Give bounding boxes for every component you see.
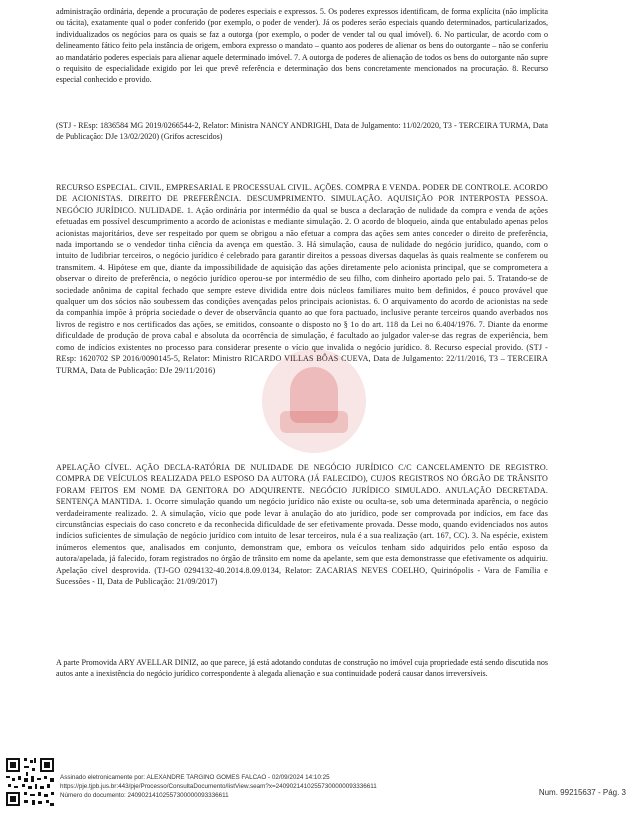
court-watermark-seal [262,349,366,453]
document-number: Número do documento: 24090214102557300000093336611 [60,792,229,799]
paragraph-precedent-continuation [56,6,548,86]
paragraph-precedent-resp-1620702 [56,182,548,376]
paragraph-text: RECURSO ESPECIAL. CIVIL, EMPRESARIAL E PROCESSUAL CIVIL. AÇÕES. COMPRA E VENDA. PODER DE CONTROLE. ACORDO DE ACIONISTAS. DIREITO DE PREFERÊNCIA. DESCUMPRIMENTO. SIMULAÇÃO. AQUISIÇÃO POR INTERPOSTA PESSOA. NEGÓCIO JURÍDICO. NULIDADE. 1. Ação ordinária por intermédio da qual se busca a declaração de nulidade da compra e venda de ações efetuadas em possível descumprimento a acordo de acionistas e mediante simulação. 2. O acordo de bloqueio, ainda que entabulado apenas pelos acionistas majoritários, deve ser respeitado por quem se obrigou a não efetuar a compra das ações sem antes conceder o direito de preferência, nada importando se o vendedor tinha ciência da avença em questão. 3. Há simulação, causa de nulidade do negócio jurídico, quando, com o intuito de ludibriar terceiros, o negócio jurídico é celebrado para garantir direitos a pessoas diversas daquelas às quais realmente se conferem ou transmitem. 4. Hipótese em que, diante da impossibilidade de aquisição das ações diretamente pelo acionista principal, que se comprometera a observar o direito de preferência, o negócio jurídico operou-se por intermédio de seu filho, com dinheiro aportado pelo pai. 5. Tratando-se de sociedade anônima de capital fechado que sempre esteve dividida entre dois núcleos familiares muito bem definidos, é pouco provável que qualquer um dos sócios não soubessem das condições avençadas pelos principais acionistas. 6. O arquivamento do acordo de acionistas na sede da companhia impõe à própria sociedade o dever de observância quanto ao que fora pactuado, inclusive perante terceiros quando averbados nos livros de registro e nos certificados das ações, se emitidos, consoante o disposto no § 1o do art. 118 da Lei no 6.404/1976. 7. Diante da enorme dificuldade de produção de prova cabal e absoluta da ocorrência de simulação, é facultado ao julgador valer-se das regras de experiência, bem como de indícios existentes no processo para considerar presente o vício que invalida o negócio jurídico. 8. Recurso especial provido. (STJ - REsp: 1620702 SP 2016/0090145-5, Relator: Ministro RICARDO VILLAS BÔAS CUEVA, Data de Julgamento: 22/11/2016, T3 – TERCEIRA TURMA, Data de Publicação: DJe 29/11/2016) [56,183,548,375]
paragraph-text: A parte Promovida ARY AVELLAR DINIZ, ao que parece, já está adotando condutas de construção no imóvel cuja propriedade está sendo discutida nos autos ante a inexistência do negócio jurídico correspondente à alegada alienação e sua continuidade poderá causar danos irreversíveis. [56,658,548,679]
paragraph-citation-stj-1836584 [56,120,548,143]
verification-url[interactable]: https://pje.tjpb.jus.br:443/pje/Processo/ConsultaDocumento/listView.seam?x=24090214102557300000093336611 [60,783,377,790]
paragraph-text: administração ordinária, depende a procuração de poderes especiais e expressos. 5. Os poderes expressos identificam, de forma explícita (não implícita ou tácita), exatamente qual o poder conferido (por exemplo, o poder de vender). Já os poderes serão especiais quando determinados, particularizados, individualizados os negócios para os quais se faz a outorga (por exemplo, o poder de vender tal ou qual imóvel). 6. No particular, de acordo com o delineamento fático feito pela instância de origem, embora expresso o mandato – quanto aos poderes de alienar os bens do outorgante – não se conferiu ao mandatário poderes especiais para alienar aquele determinado imóvel. 7. A outorga de poderes de alienação de todos os bens do outorgante não supre o requisito de especialidade exigido por lei que prevê referência e determinação dos bens concretamente mencionados na procuração. 8. Recurso especial conhecido e provido. [56,7,548,85]
paragraph-text: APELAÇÃO CÍVEL. AÇÃO DECLA-RATÓRIA DE NULIDADE DE NEGÓCIO JURÍDICO C/C CANCELAMENTO DE REGISTRO. COMPRA DE VEÍCULOS REALIZADA PELO ESPOSO DA AUTORA (JÁ FALECIDO), CUJOS REGISTROS NO ÓRGÃO DE TRÂNSITO FORAM FEITOS EM NOME DA GENITORA DO ADQUIRENTE. NEGÓCIO JURÍDICO SIMULADO. ANULAÇÃO DECRETADA. SENTENÇA MANTIDA. 1. Ocorre simulação quando um negócio jurídico não existe ou oculta-se, sob uma determinada aparência, o negócio verdadeiramente realizado. 2. A simulação, vício que pode levar à anulação do ato jurídico, pode ser comprovada por indícios, em face das circunstâncias especiais do caso concreto e da reconhecida dificuldade de ser efetivamente provada. Desse modo, quando evidenciados nos autos indícios suficientes de simulação de negócio jurídico com intuito de lesar terceiros, nula é a sua realização (art. 167, CC). 3. Na espécie, existem inúmeros elementos que, analisados em conjunto, demonstram que, embora os veículos tenham sido adquiridos pelo então esposo da autora/apelada, já falecido, foram registrados no órgão de trânsito em nome da apelante, sem que esta demonstrasse que efetivamente os adquiriu. Apelação cível desprovida. (TJ-GO 0294132-40.2014.8.09.0134, Relator: ZACARIAS NEVES COELHO, Quirinópolis - Vara de Família e Sucessões - II, Data de Publicação: 21/09/2017) [56,463,548,587]
page-number: Num. 99215637 - Pág. 3 [538,788,626,797]
paragraph-precedent-tjgo [56,462,548,587]
signature-info [60,773,377,800]
signature-footer [0,752,640,813]
qr-code[interactable] [4,756,56,808]
paragraph-argument [56,657,548,680]
paragraph-text: (STJ - REsp: 1836584 MG 2019/0266544-2, Relator: Ministra NANCY ANDRIGHI, Data de Julgamento: 11/02/2020, T3 - TERCEIRA TURMA, Data de Publicação: DJe 13/02/2020) (Grifos acrescidos) [56,121,548,142]
signer-line: Assinado eletronicamente por: ALEXANDRE TARGINO GOMES FALCAO - 02/09/2024 14:10:25 [60,774,330,781]
